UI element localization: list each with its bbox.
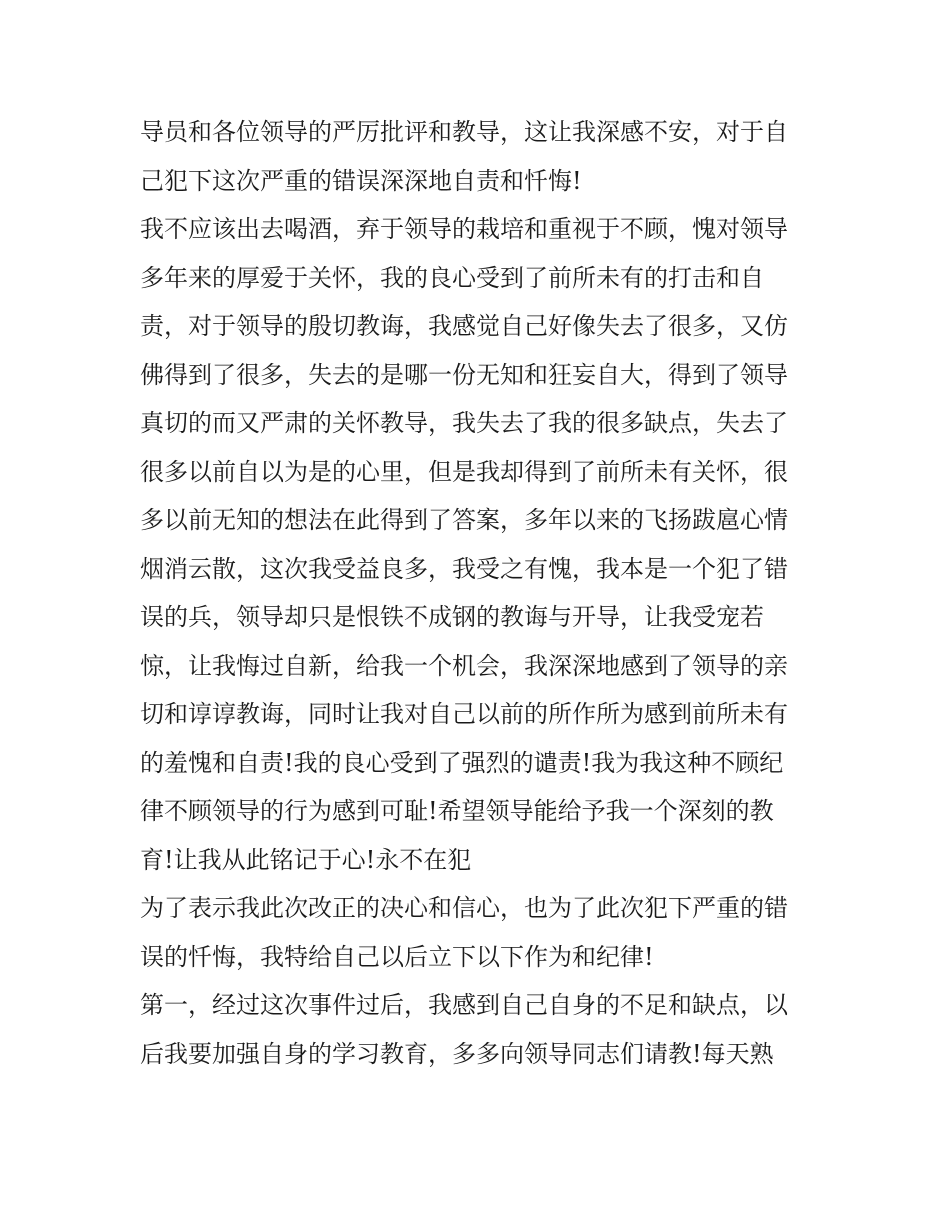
text-line: 律不顾领导的行为感到可耻!希望领导能给予我一个深刻的教 bbox=[140, 797, 774, 825]
text-line: 误的忏悔，我特给自己以后立下以下作为和纪律! bbox=[140, 942, 654, 971]
text-line: 育!让我从此铭记于心!永不在犯 bbox=[140, 845, 472, 874]
text-line: 多年来的厚爱于关怀，我的良心受到了前所未有的打击和自 bbox=[140, 263, 764, 292]
text-line: 的羞愧和自责!我的良心受到了强烈的谴责!我为我这种不顾纪 bbox=[140, 748, 784, 777]
text-line: 多以前无知的想法在此得到了答案，多年以来的飞扬跋扈心情 bbox=[140, 506, 788, 534]
document-body bbox=[140, 108, 820, 1078]
text-line: 第一，经过这次事件过后，我感到自己自身的不足和缺点，以 bbox=[140, 991, 788, 1019]
text-line: 惊，让我悔过自新，给我一个机会，我深深地感到了领导的亲 bbox=[140, 651, 788, 680]
text-line: 误的兵，领导却只是恨铁不成钢的教诲与开导，让我受宠若 bbox=[140, 603, 764, 631]
text-line: 后我要加强自身的学习教育，多多向领导同志们请教!每天熟 bbox=[140, 1039, 774, 1068]
text-line: 己犯下这次严重的错误深深地自责和忏悔! bbox=[140, 166, 582, 195]
text-line: 烟消云散，这次我受益良多，我受之有愧，我本是一个犯了错 bbox=[140, 554, 788, 583]
text-line: 真切的而又严肃的关怀教导，我失去了我的很多缺点，失去了 bbox=[140, 409, 788, 437]
text-line: 切和谆谆教诲，同时让我对自己以前的所作所为感到前所未有 bbox=[140, 700, 788, 728]
text-line: 为了表示我此次改正的决心和信心，也为了此次犯下严重的错 bbox=[140, 894, 788, 922]
text-line: 佛得到了很多，失去的是哪一份无知和狂妄自大，得到了领导 bbox=[140, 360, 788, 389]
text-line: 责，对于领导的殷切教诲，我感觉自己好像失去了很多，又仿 bbox=[140, 312, 788, 340]
text-line: 很多以前自以为是的心里，但是我却得到了前所未有关怀，很 bbox=[140, 457, 788, 486]
text-line: 导员和各位领导的严厉批评和教导，这让我深感不安，对于自 bbox=[140, 118, 788, 146]
text-line: 我不应该出去喝酒，弃于领导的栽培和重视于不顾，愧对领导 bbox=[140, 215, 788, 243]
